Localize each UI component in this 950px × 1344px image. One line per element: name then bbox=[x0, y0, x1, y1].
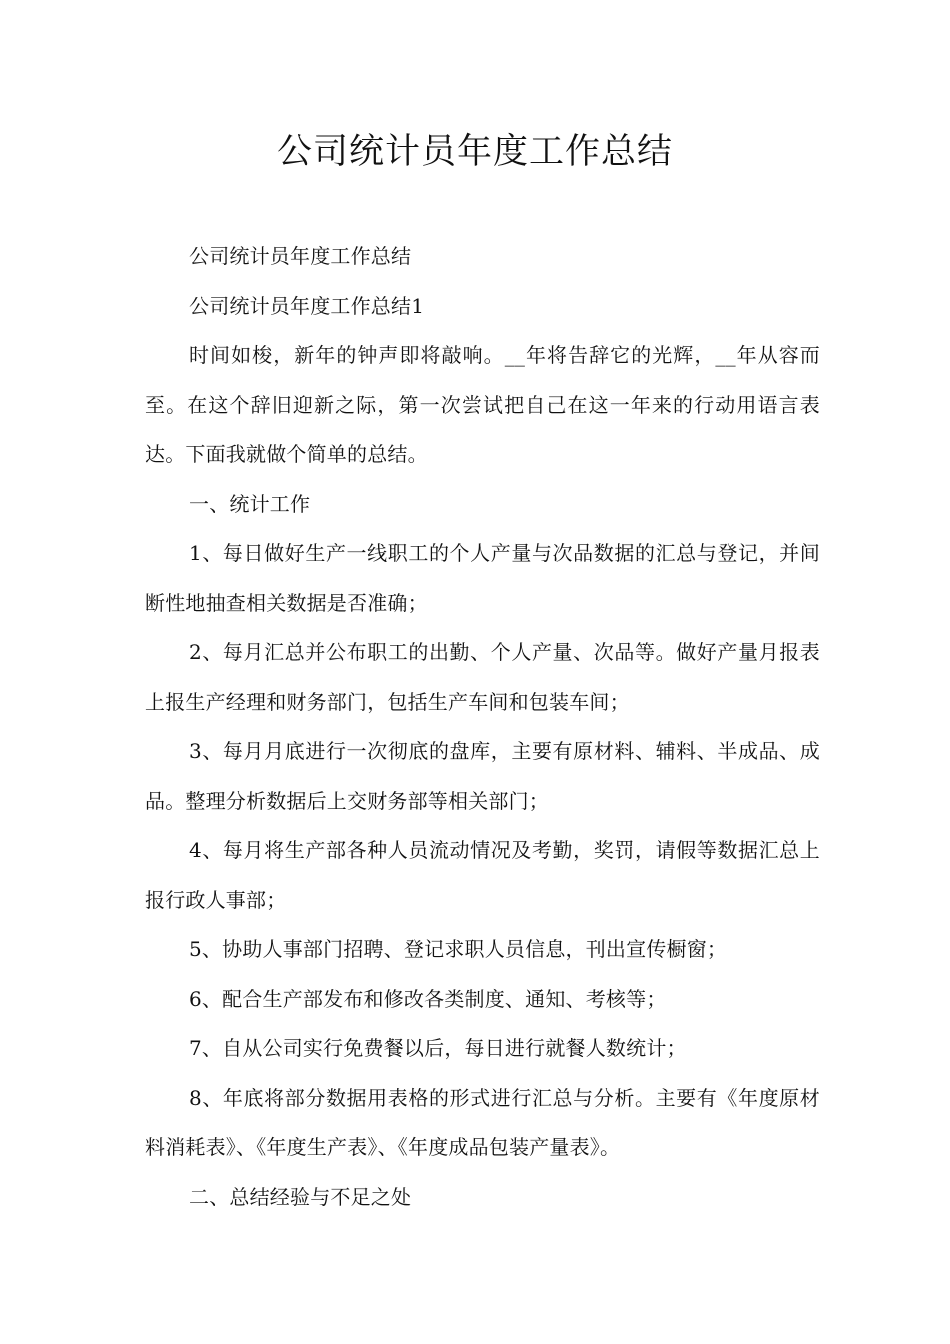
paragraph-subtitle: 公司统计员年度工作总结 bbox=[189, 244, 412, 268]
list-item-6: 6、配合生产部发布和修改各类制度、通知、考核等； bbox=[189, 986, 667, 1011]
list-item-3: 3、每月月底进行一次彻底的盘库，主要有原材料、辅料、半成品、成品。整理分析数据后上交财务部等相关部门； bbox=[145, 739, 820, 813]
document-title: 公司统计员年度工作总结 bbox=[276, 132, 673, 172]
list-item-8: 8、年底将部分数据用表格的形式进行汇总与分析。主要有《年度原材料消耗表》、《年度生产表》、《年度成品包装产量表》。 bbox=[145, 1085, 820, 1159]
list-item-7: 7、自从公司实行免费餐以后，每日进行就餐人数统计； bbox=[189, 1036, 687, 1060]
section-heading-statistics: 一、统计工作 bbox=[189, 491, 311, 516]
list-item-4: 4、每月将生产部各种人员流动情况及考勤，奖罚，请假等数据汇总上报行政人事部； bbox=[145, 838, 820, 912]
section-heading-summary: 二、总结经验与不足之处 bbox=[189, 1184, 412, 1209]
paragraph-subtitle-1: 公司统计员年度工作总结1 bbox=[189, 293, 425, 318]
document-body bbox=[145, 232, 820, 1222]
list-item-2: 2、每月汇总并公布职工的出勤、个人产量、次品等。做好产量月报表上报生产经理和财务部门，包括生产车间和包装车间； bbox=[145, 640, 820, 714]
paragraph-intro: 时间如梭，新年的钟声即将敲响。__年将告辞它的光辉，__年从容而至。在这个辞旧迎新之际，第一次尝试把自己在这一年来的行动用语言表达。下面我就做个简单的总结。 bbox=[145, 343, 820, 466]
list-item-5: 5、协助人事部门招聘、登记求职人员信息，刊出宣传橱窗； bbox=[189, 937, 728, 961]
list-item-1: 1、每日做好生产一线职工的个人产量与次品数据的汇总与登记，并间断性地抽查相关数据是否准确； bbox=[145, 541, 820, 615]
